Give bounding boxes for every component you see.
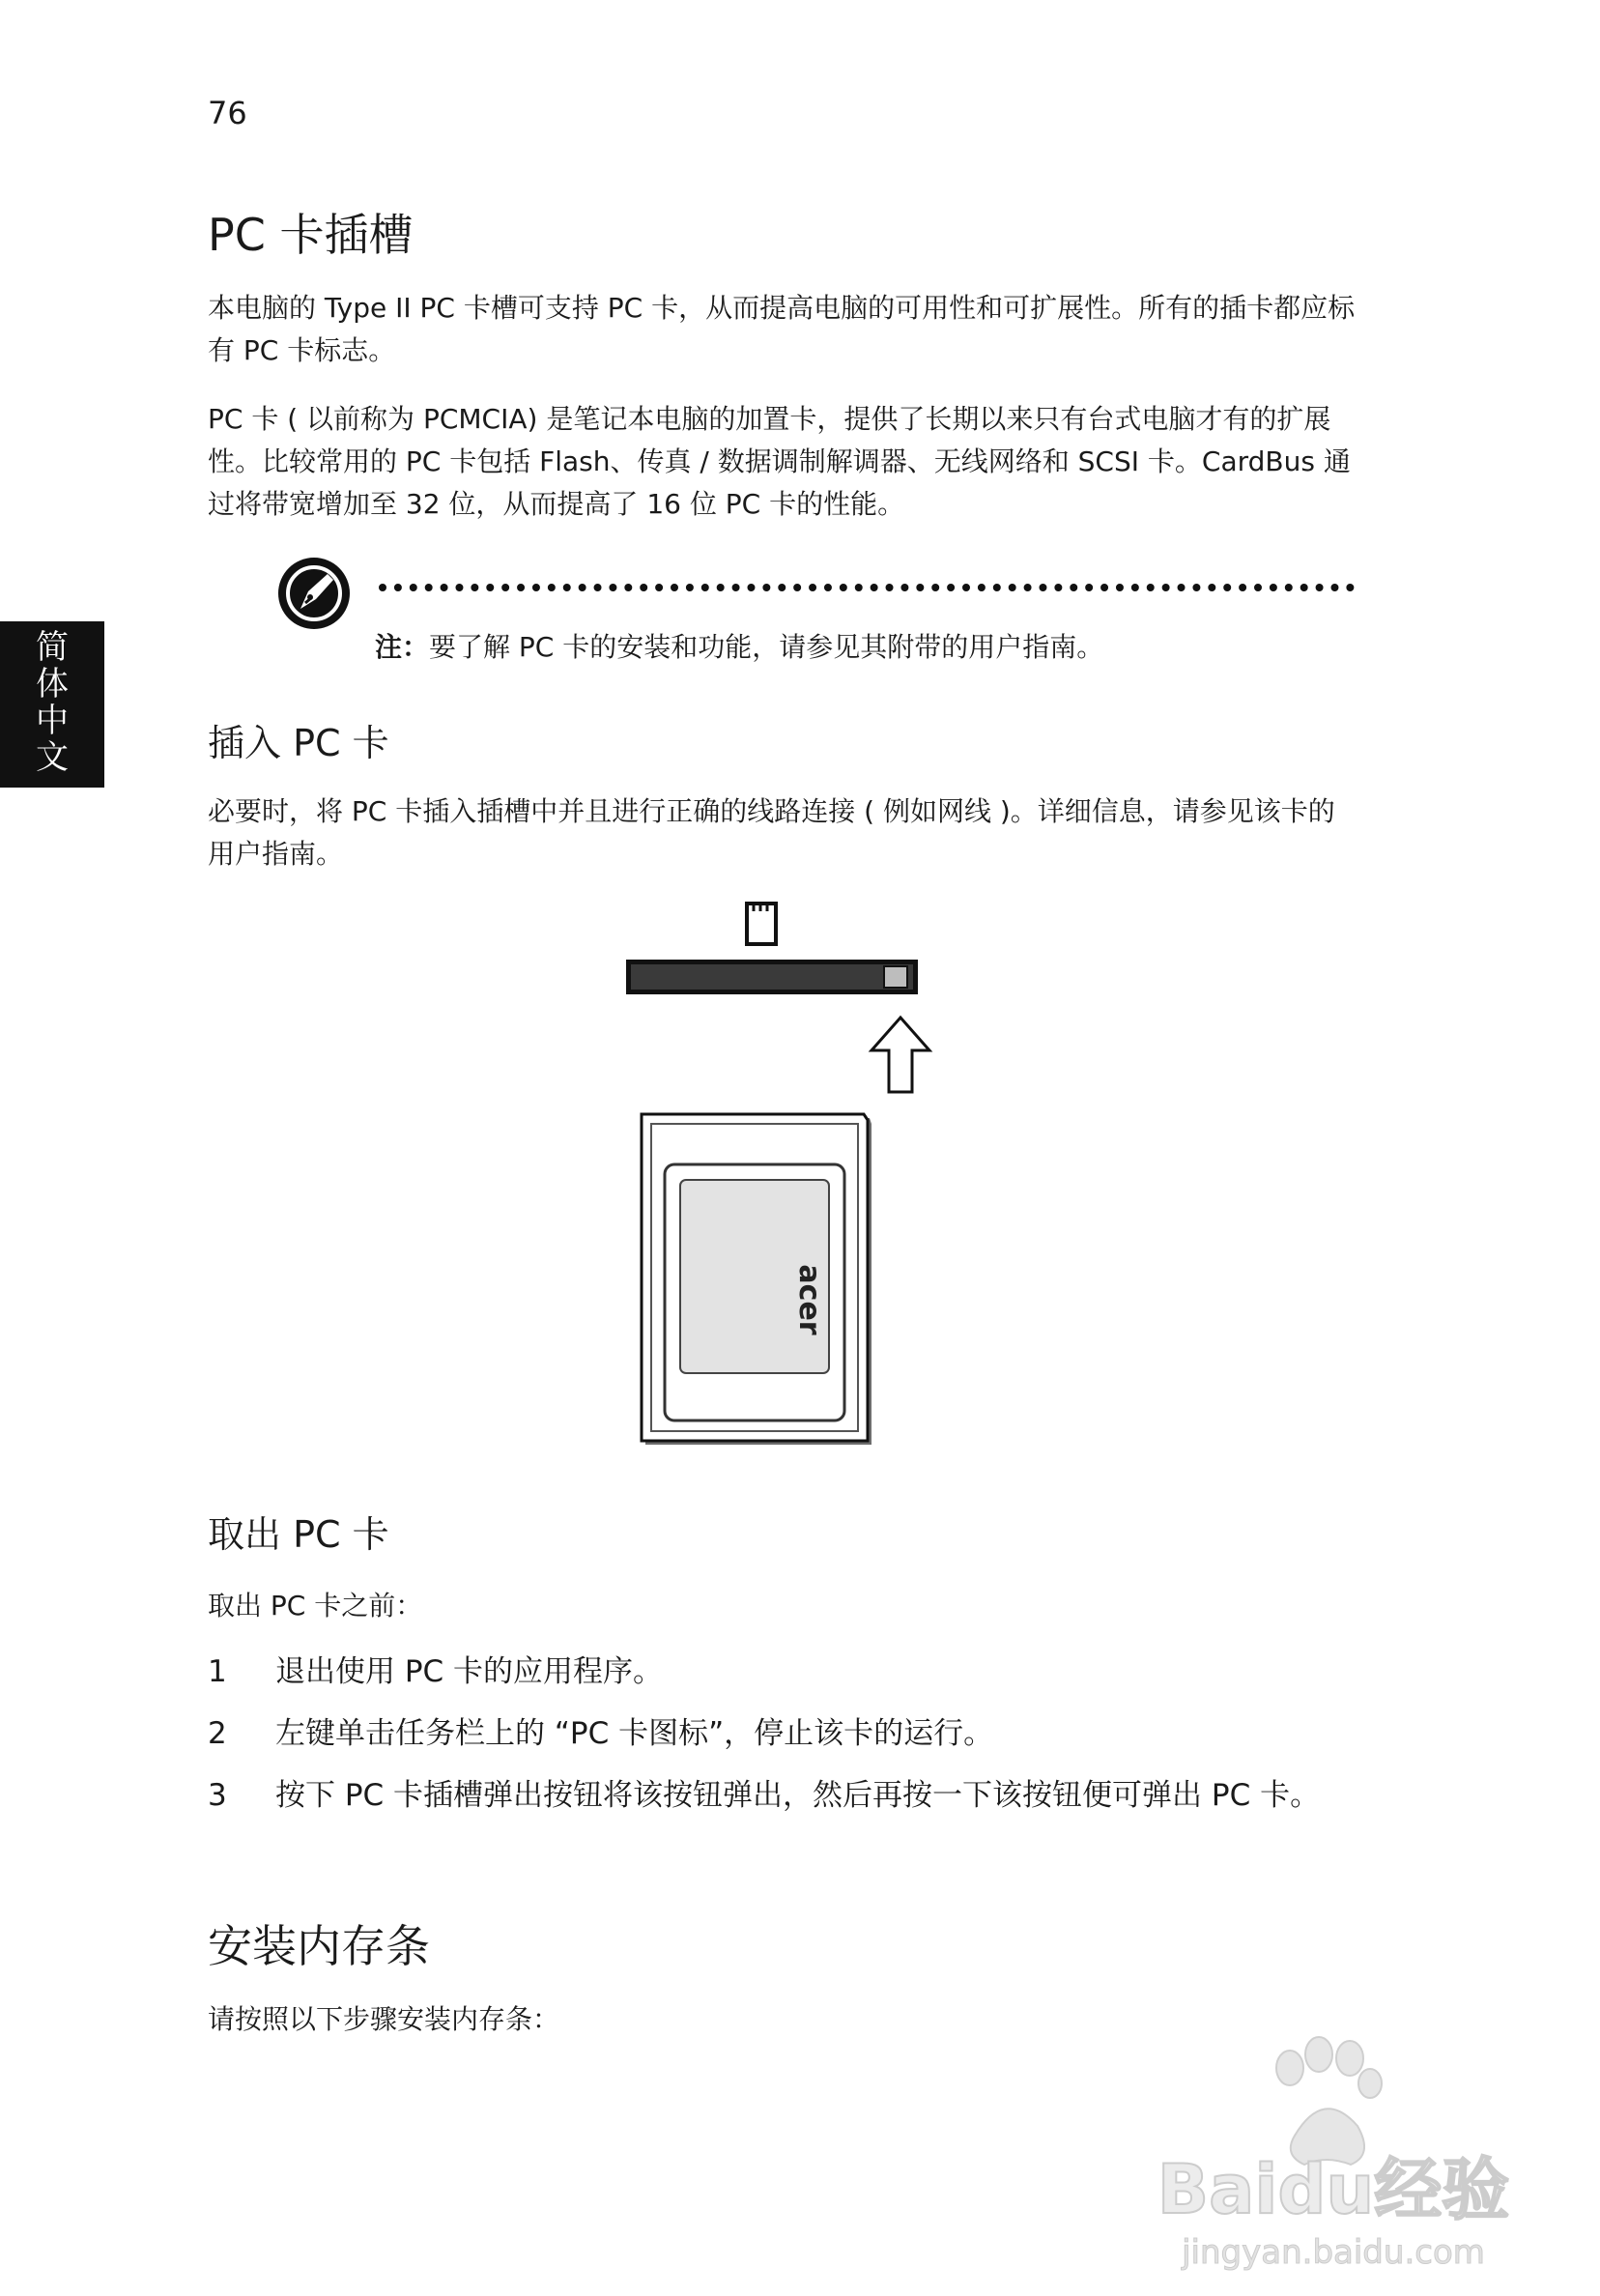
insert-direction-arrow-icon: [871, 1018, 929, 1092]
language-side-tab: [0, 621, 104, 788]
eject-button: [884, 966, 907, 988]
note-body: 要了解 PC 卡的安装和功能，请参见其附带的用户指南。: [429, 631, 1104, 663]
step-text: 左键单击任务栏上的 “PC 卡图标”，停止该卡的运行。: [275, 1716, 994, 1751]
pc-card-slot-symbol-icon: [747, 904, 776, 944]
note-pen-icon: [275, 555, 353, 632]
section-title-pc-slot: PC 卡插槽: [208, 209, 414, 261]
step-number: 3: [208, 1778, 227, 1813]
step-number: 2: [208, 1716, 227, 1751]
page-number: 76: [208, 95, 247, 131]
eject-steps-list: [208, 1650, 1367, 1836]
note-dotted-rule: [379, 584, 1355, 591]
watermark-logo-text: Baidu经验: [1157, 2150, 1510, 2229]
eject-step: [208, 1650, 1367, 1693]
note-text: [375, 626, 1103, 665]
eject-intro: 取出 PC 卡之前：: [208, 1590, 423, 1622]
pc-card-slot: [626, 960, 918, 994]
section-title-eject: 取出 PC 卡: [208, 1513, 389, 1556]
eject-step: [208, 1774, 1367, 1817]
pc-slot-paragraph-2: PC 卡 ( 以前称为 PCMCIA) 是笔记本电脑的加置卡，提供了长期以来只有台式电脑才有的扩展性。比较常用的 PC 卡包括 Flash、传真 / 数据调制解调器、无线网络和 SCSI 卡。CardBus 通过将带宽增加至 32 位，从而提高了 16 位 PC 卡的性能。: [208, 403, 1351, 520]
section-title-insert: 插入 PC 卡: [208, 722, 389, 764]
eject-step: [208, 1712, 1367, 1755]
side-tab-char: 体: [36, 665, 69, 703]
side-tab-char: 简: [36, 628, 69, 667]
paw-icon: [1276, 2037, 1382, 2165]
step-text: 退出使用 PC 卡的应用程序。: [275, 1654, 664, 1689]
pc-card-insertion-diagram: [618, 894, 937, 1454]
pc-slot-paragraph-1: 本电脑的 Type II PC 卡槽可支持 PC 卡，从而提高电脑的可用性和可扩展性。所有的插卡都应标有 PC 卡标志。: [208, 292, 1356, 366]
insert-paragraph: 必要时，将 PC 卡插入插槽中并且进行正确的线路连接 ( 例如网线 )。详细信息，请参见该卡的用户指南。: [208, 795, 1335, 870]
side-tab-char: 文: [36, 738, 69, 777]
note-label: 注：: [375, 631, 430, 663]
pc-card: [642, 1114, 871, 1445]
memory-intro: 请按照以下步骤安装内存条：: [208, 2003, 560, 2035]
side-tab-char: 中: [36, 702, 69, 740]
step-text: 按下 PC 卡插槽弹出按钮将该按钮弹出，然后再按一下该按钮便可弹出 PC 卡。: [275, 1778, 1321, 1813]
card-brand-label: acer: [792, 1264, 826, 1335]
baidu-jingyan-watermark-logo: [1121, 2020, 1546, 2281]
section-title-memory: 安装内存条: [208, 1920, 430, 1972]
step-number: 1: [208, 1654, 227, 1689]
watermark-url: jingyan.baidu.com: [1182, 2233, 1485, 2272]
